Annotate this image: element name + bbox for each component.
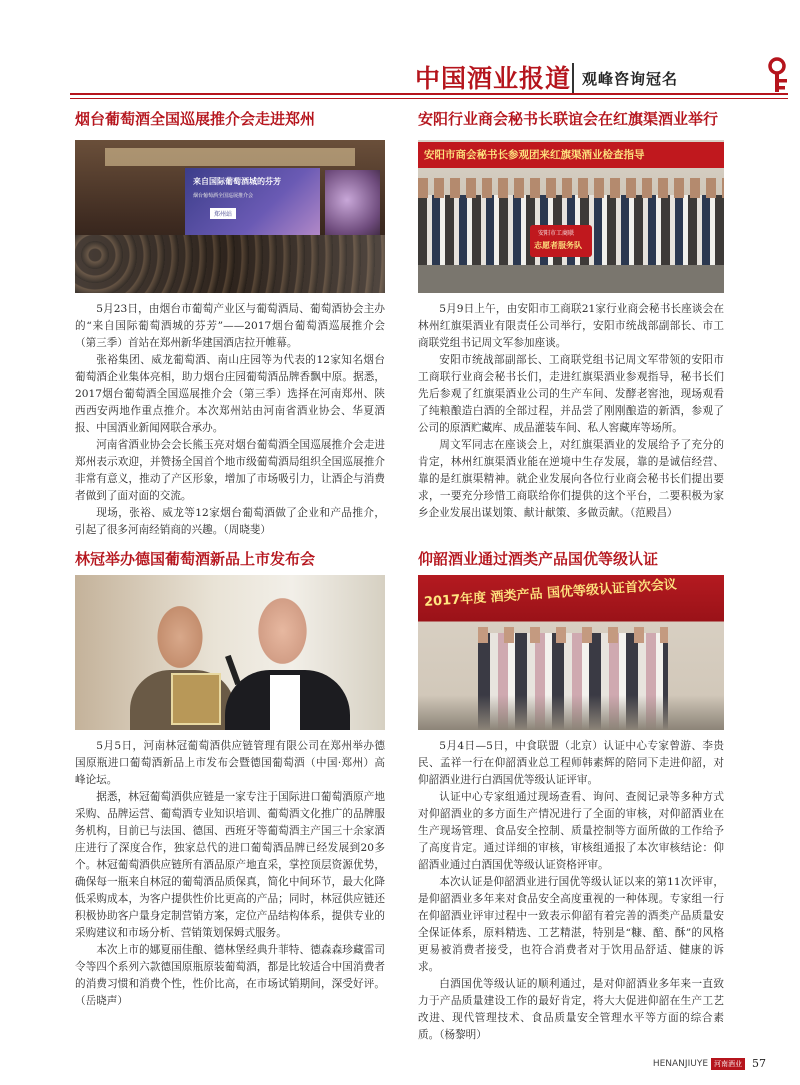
paragraph: 5月9日上午，由安阳市工商联21家行业商会秘书长座谈会在林州红旗渠酒业有限责任公司举行，安阳市统战部副部长、市工商联党组书记周文军参加座谈。	[418, 303, 724, 349]
article-yangshao-body	[418, 738, 724, 1044]
yantai-event-photo	[75, 140, 385, 293]
section-sponsor: 观峰咨询冠名	[582, 70, 679, 88]
article-anyang-body	[418, 301, 724, 522]
paragraph: 认证中心专家组通过现场查看、询问、查阅记录等多种方式对仰韶酒业的多方面生产情况进行了全面的审核，对仰韶酒业在生产现场管理、食品安全控制、质量控制等方面所做的工作给予了高度肯定。通过详细的审核，审核组通报了本次审核结论：仰韶酒业通过白酒国优等级认证资格评审。	[418, 791, 724, 871]
paragraph: 5月4日—5日，中食联盟（北京）认证中心专家曾游、李贵民、孟祥一行在仰韶酒业总工程师韩素辉的陪同下走进仰韶，对仰韶酒业进行白酒国优等级认证评审。	[418, 740, 724, 786]
stage-banner-sub: 烟台葡萄酒全国巡展推介会	[193, 193, 254, 199]
paragraph: 5月23日，由烟台市葡萄产业区与葡萄酒局、葡萄酒协会主办的“来自国际葡萄酒城的芬芳”——2017烟台葡萄酒巡展推介会（第三季）首站在郑州新华建国酒店拉开帷幕。	[75, 303, 385, 349]
page-footer	[653, 1057, 766, 1070]
page-number: 57	[752, 1057, 766, 1070]
paragraph: 白酒国优等级认证的顺利通过，是对仰韶酒业多年来一直致力于产品质量建设工作的最好肯定，将大大促进仰韶在生产工艺改进、现代管理技术、食品质量安全管理水平等方面的综合素质。（杨黎明）	[418, 978, 724, 1041]
header-rule-thin	[70, 98, 788, 99]
header-rule	[70, 93, 788, 95]
header-divider	[572, 63, 574, 93]
meeting-banner-text: 2017年度 酒类产品 国优等级认证首次会议	[423, 577, 678, 610]
article-yantai-body	[75, 301, 385, 539]
paragraph: 周文军同志在座谈会上，对红旗渠酒业的发展给予了充分的肯定，林州红旗渠酒业能在逆境中生存发展，靠的是诚信经营、靠的是红旗渠精神。就企业发展向各位行业商会秘书长们提出要求，一要充分珍惜工商联给你们提供的这个平台，二要积极为家乡企业发展出谋划策、献计献策、多做贡献。（范殿昌）	[418, 439, 724, 519]
section-title: 中国酒业报道	[415, 64, 572, 93]
stage-banner-text: 来自国际葡萄酒城的芬芳	[193, 177, 281, 186]
linguan-launch-photo	[75, 575, 385, 730]
paragraph: 张裕集团、威龙葡萄酒、南山庄园等为代表的12家知名烟台葡萄酒企业集体亮相，助力烟台庄园葡萄酒品牌香飘中原。据悉，2017烟台葡萄酒全国巡展推介会（第三季）选择在河南郑州、陕西西安两地作重点推介。本次郑州站由河南省酒业协会、华夏酒报、中国酒业新闻网联合承办。	[75, 354, 385, 434]
flag-text: 安阳市工商联	[538, 230, 575, 237]
paragraph: 本次上市的娜夏丽佳酿、德林堡经典升菲特、德森森珍藏雷司令等四个系列六款德国原瓶原装葡萄酒，都是比较适合中国消费者的消费习惯和消费个性，性价比高，在市场试销期间，深受好评。（岳晓声）	[75, 944, 385, 1007]
article-anyang	[418, 108, 728, 129]
anyang-group-photo	[418, 140, 724, 293]
stage-banner-city: 郑州站	[210, 208, 236, 219]
article-linguan-body	[75, 738, 385, 1010]
paragraph: 现场，张裕、威龙等12家烟台葡萄酒做了企业和产品推介，引起了很多河南经销商的兴趣。（周晓斐）	[75, 507, 385, 536]
article-yangshao	[418, 548, 728, 569]
article-title: 仰韶酒业通过酒类产品国优等级认证	[418, 550, 659, 568]
yangshao-meeting-photo	[418, 575, 724, 730]
article-yantai	[75, 108, 385, 129]
sponsor-logo-icon	[760, 57, 794, 97]
masthead	[0, 55, 800, 101]
article-title: 安阳行业商会秘书长联谊会在红旗渠酒业举行	[418, 110, 719, 128]
paragraph: 5月5日，河南林冠葡萄酒供应链管理有限公司在郑州举办德国原瓶进口葡萄酒新品上市发布会暨德国葡萄酒（中国·郑州）高峰论坛。	[75, 740, 385, 786]
flag-text-main: 志愿者服务队	[534, 241, 582, 250]
magazine-name: HENANJIUYE	[652, 1058, 708, 1069]
article-title: 林冠举办德国葡萄酒新品上市发布会	[75, 550, 316, 568]
paragraph: 安阳市统战部副部长、工商联党组书记周文军带领的安阳市工商联行业商会秘书长们，走进红旗渠酒业参观指导，秘书长们先后参观了红旗渠酒业公司的生产车间、发酵老窖池，现场观看了纯粮酿造白酒的全部过程，并品尝了刚刚酿造的新酒，参观了公司的原酒贮藏库、成品灌装车间、私人窖藏库等场所。	[418, 354, 724, 434]
paragraph: 据悉，林冠葡萄酒供应链是一家专注于国际进口葡萄酒原产地采购、品牌运营、葡萄酒专业知识培训、葡萄酒文化推广的品牌服务机构，目前已与法国、德国、西班牙等葡萄酒主产国三十余家酒庄进行了深度合作，独家总代的进口葡萄酒品牌已经发展到20多个。林冠葡萄酒供应链所有酒品原产地直采，掌控顶层资源优势，确保每一瓶来自林冠的葡萄酒品质保真，简化中间环节，最大化降低采购成本，为客户提供性价比更高的产品；同时，林冠供应链还积极协助客户量身定制营销方案，定位产品结构体系，提供专业的采购建议和市场分析、营销策划保姆式服务。	[75, 791, 385, 939]
red-banner-text: 安阳市商会秘书长参观团来红旗渠酒业检查指导	[424, 149, 645, 161]
article-title: 烟台葡萄酒全国巡展推介会走进郑州	[75, 110, 316, 128]
paragraph: 本次认证是仰韶酒业进行国优等级认证以来的第11次评审，是仰韶酒业多年来对食品安全高度重视的一种体现。专家组一行在仰韶酒业评审过程中一致表示仰韶有着完善的酒类产品质量安全保证体系，原料精选、工艺精湛，特别是“糠、醅、酥”的风格更易被消费者接受，也符合消费者对于饮用品舒适、健康的诉求。	[418, 876, 724, 973]
article-linguan	[75, 548, 385, 569]
magazine-tag: 河南酒业	[711, 1058, 745, 1070]
paragraph: 河南省酒业协会会长熊玉亮对烟台葡萄酒全国巡展推介会走进郑州表示欢迎，并赞扬全国首个地市级葡萄酒局组织全国巡展推介非常有意义，推动了产区形象，增加了市场吸引力，让酒企与消费者做到了面对面的交流。	[75, 439, 385, 502]
